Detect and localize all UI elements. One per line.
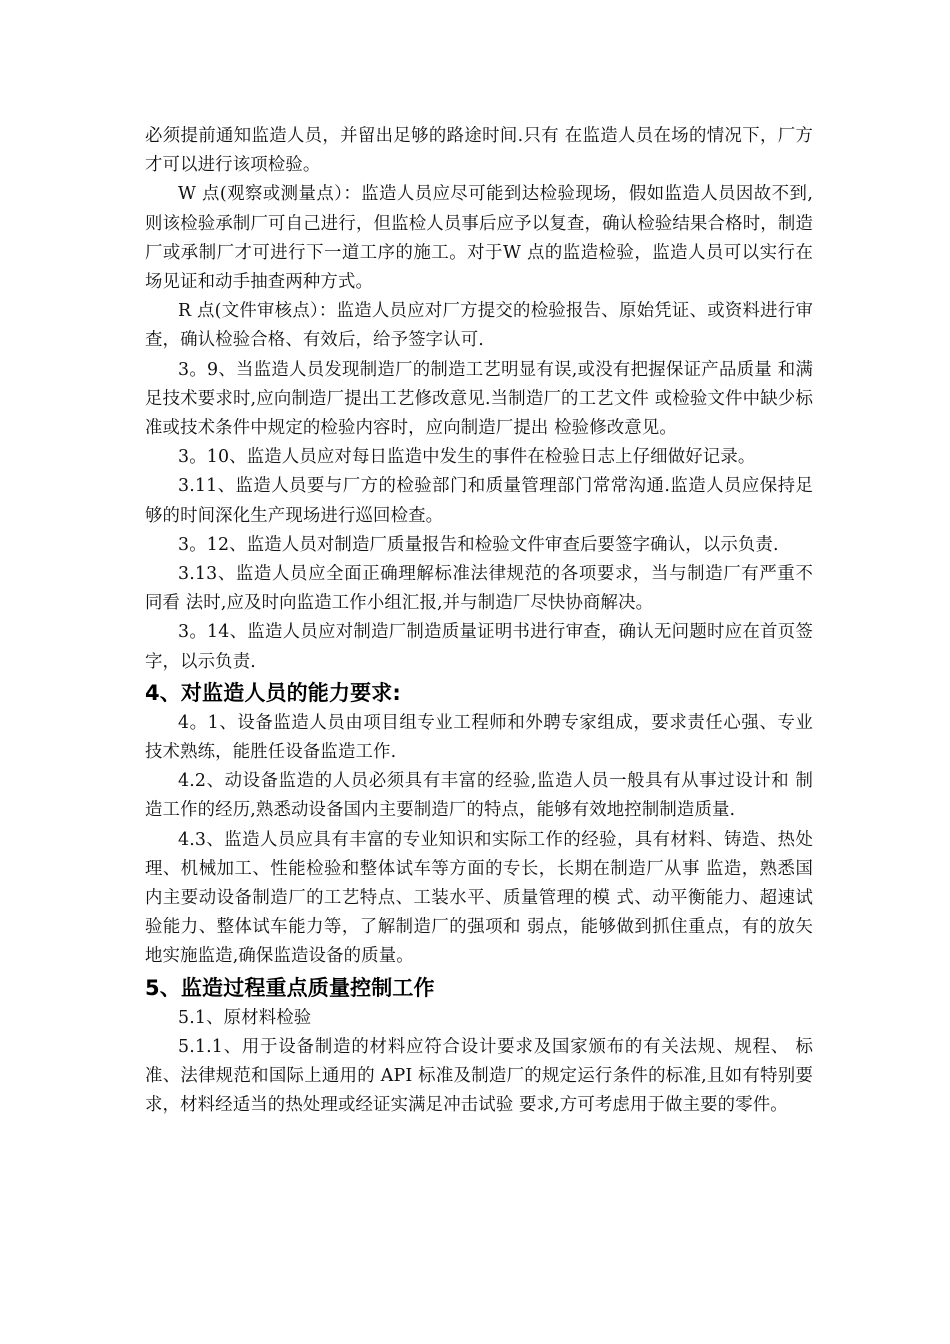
paragraph-5-1-1: 5.1.1、用于设备制造的材料应符合设计要求及国家颁布的有关法规、规程、 标准、法律规范和国际上通用的 API 标准及制造厂的规定运行条件的标准,且如有特别要求，材料经适当的热处理或经证实满足冲击试验 要求,方可考虑用于做主要的零件。: [145, 1036, 813, 1116]
document-page: [145, 122, 813, 1121]
section-4-heading: 4、对监造人员的能力要求:: [145, 680, 401, 705]
paragraph-3-13: 3.13、监造人员应全面正确理解标准法律规范的各项要求，当与制造厂有严重不同看 法时,应及时向监造工作小组汇报,并与制造厂尽快协商解决。: [145, 564, 813, 614]
paragraph-5-1: 5.1、原材料检验: [178, 1007, 312, 1028]
paragraph-w-point: W 点(观察或测量点）：监造人员应尽可能到达检验现场，假如监造人员因故不到,则该检验承制厂可自己进行，但监检人员事后应予以复查，确认检验结果合格时，制造厂或承制厂才可进行下一道工序的施工。对于W 点的监造检验，监造人员可以实行在场见证和动手抽查两种方式。: [145, 184, 813, 293]
paragraph-r-point: R 点(文件审核点）：监造人员应对厂方提交的检验报告、原始凭证、或资料进行审查，确认检验合格、有效后，给予签字认可.: [145, 301, 813, 351]
paragraph-4-1: 4。1、设备监造人员由项目组专业工程师和外聘专家组成，要求责任心强、专业 技术熟练，能胜任设备监造工作.: [145, 712, 813, 763]
paragraph-3-10: 3。10、监造人员应对每日监造中发生的事件在检验日志上仔细做好记录。: [178, 447, 756, 468]
paragraph-3-12: 3。12、监造人员对制造厂质量报告和检验文件审查后要签字确认，以示负责.: [178, 534, 779, 555]
section-5-heading: 5、监造过程重点质量控制工作: [145, 975, 435, 1000]
paragraph-3-14: 3。14、监造人员应对制造厂制造质量证明书进行审查，确认无问题时应在首页签字，以示负责.: [145, 622, 813, 672]
paragraph-continuation: 必须提前通知监造人员，并留出足够的路途时间.只有 在监造人员在场的情况下，厂方才可以进行该项检验。: [145, 126, 813, 176]
paragraph-3-11: 3.11、监造人员要与厂方的检验部门和质量管理部门常常沟通.监造人员应保持足够的时间深化生产现场进行巡回检查。: [145, 476, 813, 526]
paragraph-4-2: 4.2、动设备监造的人员必须具有丰富的经验,监造人员一般具有从事过设计和 制造工作的经历,熟悉动设备国内主要制造厂的特点，能够有效地控制制造质量.: [145, 771, 813, 821]
paragraph-3-9: 3。9、当监造人员发现制造厂的制造工艺明显有误,或没有把握保证产品质量 和满足技术要求时,应向制造厂提出工艺修改意见.当制造厂的工艺文件 或检验文件中缺少标准或技术条件中规定的检验内容时，应向制造厂提出 检验修改意见。: [145, 359, 813, 439]
paragraph-4-3: 4.3、监造人员应具有丰富的专业知识和实际工作的经验，具有材料、铸造、热处理、机械加工、性能检验和整体试车等方面的专长，长期在制造厂从事 监造，熟悉国内主要动设备制造厂的工艺特点、工装水平、质量管理的模 式、动平衡能力、超速试验能力、整体试车能力等，了解制造厂的强项和 弱点，能够做到抓住重点，有的放矢地实施监造,确保监造设备的质量。: [145, 829, 813, 967]
